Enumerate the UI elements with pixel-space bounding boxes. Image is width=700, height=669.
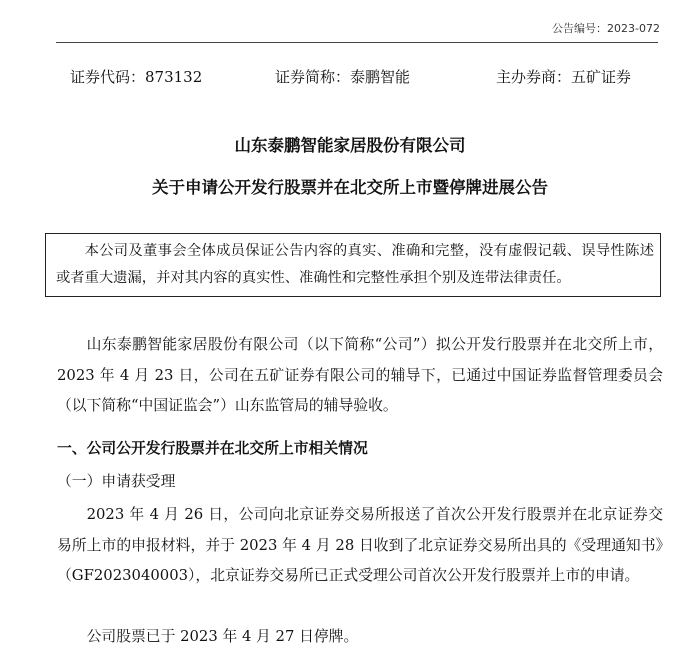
security-code: 证券代码：873132 [70, 68, 203, 86]
sponsor-broker: 主办券商：五矿证券 [496, 68, 632, 86]
suspension-paragraph: 公司股票已于 2023 年 4 月 27 日停牌。 [86, 628, 359, 645]
company-title: 山东泰鹏智能家居股份有限公司 [234, 136, 466, 155]
intro-paragraph: 山东泰鹏智能家居股份有限公司（以下简称“公司”）拟公开发行股票并在北交所上市，2023 年 4 月 23 日，公司在五矿证券有限公司的辅导下，已通过中国证券监督管理委员会（以下简称“中国证监会”）山东监管局的辅导验收。 [57, 336, 663, 414]
board-guarantee-notice: 本公司及董事会全体成员保证公告内容的真实、准确和完整，没有虚假记载、误导性陈述或者重大遗漏，并对其内容的真实性、准确性和完整性承担个别及连带法律责任。 [45, 233, 661, 297]
application-paragraph: 2023 年 4 月 26 日，公司向北京证券交易所报送了首次公开发行股票并在北京证券交易所上市的申报材料，并于 2023 年 4 月 28 日收到了北京证券交易所出具的《受理通知书》（GF2023040003），北京证券交易所已正式受理公司首次公开发行股票并上市的申请。 [57, 506, 663, 584]
subsection-heading: （一）申请获受理 [57, 473, 176, 490]
section-heading: 一、公司公开发行股票并在北交所上市相关情况 [57, 440, 368, 457]
announcement-title: 关于申请公开发行股票并在北交所上市暨停牌进展公告 [152, 178, 548, 197]
security-info-row [0, 66, 700, 88]
announcement-number: 公告编号：2023-072 [552, 22, 660, 35]
header-divider [56, 42, 658, 43]
security-abbreviation: 证券简称：泰鹏智能 [275, 68, 411, 86]
